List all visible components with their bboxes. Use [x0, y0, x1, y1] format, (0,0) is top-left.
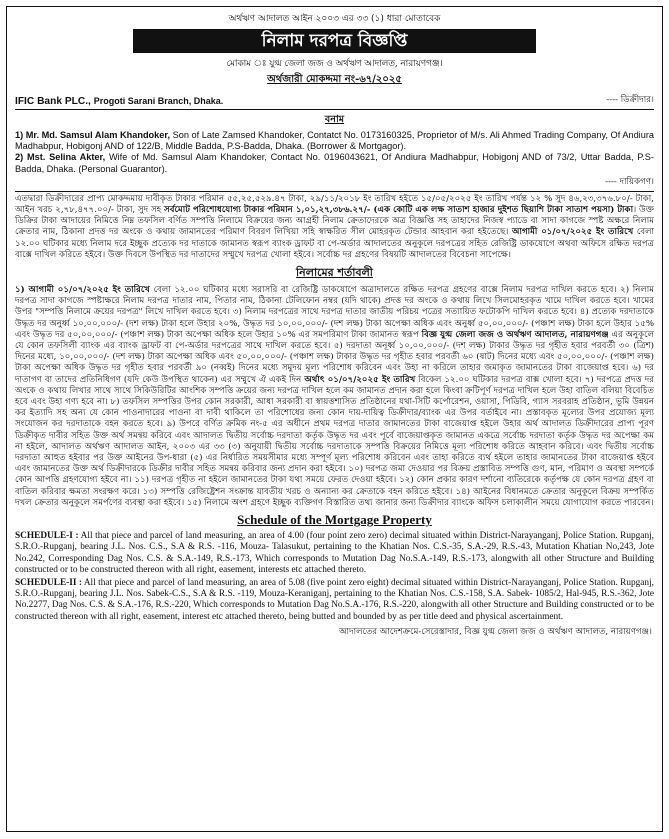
condition-6-date: অর্থাৎ ০১/০৭/২০২৫ ইং তারিখ: [304, 374, 416, 385]
plaintiff-row: [15, 93, 654, 110]
intro-part-3: বেলা ১২.০০ ঘটিকার মধ্যে নিলাম দরে ইচ্ছুক প্রত্যেক দর দাতাকে জামানত স্বরূপ ব্যাংক ড্রাফট বা পে-অর্ডার আদালতের অনুকূলে দরপত্রের সহিত রেজিষ্ট্রি ডাকযোগে অথবা অফিসে রক্ষিত দরপত্র বাক্সে দাখিল করিতে হইবে। উক্ত দিবসে উপস্থিত দর দাতাদের সম্মুখে দরপত্র খোলা হইবে। সর্বোচ্চ দর গ্রহণের বিষয়টি আদালতের বিবেচনা সাপেক্ষে।: [15, 227, 655, 260]
schedule-1-label: SCHEDULE-I :: [15, 531, 79, 542]
versus-label: বনাম: [324, 114, 345, 125]
defendant-1-details: Son of Late Zamsed Khandoker, Contatct No. 0173160325, Proprietor of M/s. Ali Ahmed Trading Company, Of Andiura Madhabpur, Hobigonj AND of 122/B, Middle Badda, P.S-Badda, Dhaka. (Borrower & Mortgagor).: [15, 130, 654, 152]
conditions-part-4: বিকেল ১২.০০ ঘটিকার দরপত্র বাক্স খোলা হবে। ৭) দরপত্রে প্রদত্ত দর অংকে ও কথায় লিখার সাথে সাথে সিকিউরিটির আংশিক সম্পত্তি ক্রয়ের জন্য দরপত্র দাখিল হলে কম জামানত প্রদান করা হলে কিংবা ক্রটিপূর্ণ দরপত্র দাখিল হলে উহা বাতিল বলিয়া বিবেচিত হবে এবং উহা গণ্য হবে না। ৮) তফসিল সম্পত্তির উপর কোন সরকারী, আধা সরকারী বা স্বায়ত্তশাসিত প্রতিষ্ঠানের যথা-সিটি কর্পোরেশন, ওয়াসা, পিডিবি, গ্যাস সরবরাহ প্রতিষ্ঠান, ভূমি উন্নয়ন কর ইত্যাদি সহ অন্য যে কোন পাওনাদারের পাওনা বা দাবী থাকিলে তা পরিশোধের জন্য কোন দায়-দায়িত্ব ডিক্রীদার/ব্যাংক এর উপর বর্তাইবে না। প্রস্তাবকৃত মূল্যের উপর প্রযোজ্য মূল্য সংযোজন কর দরদাতাকে বহন করতে হবে। ৯) উপরে বর্ণিত ক্রমিক নং-৫ এর অধীনে প্রথম দরপত্র দাতার জামানতের টাকা বাজেয়াপ্ত হইলে উহার অর্থ আদালত ডিক্রীদারের প্রাপ্য পূরণ ডিক্রীকৃত দাবীর সহিত উক্ত অর্থ সমন্বয় করিবে এবং আদালত দ্বিতীয় সর্বোচ্চ দরদাতা কর্তৃক উদ্ধৃত দর এবং পূর্বে বাজেয়াপ্তকৃত জামানত একত্রে সর্বোচ্চ দরদাতা কর্তৃক উদ্ধৃত দর অপেক্ষা কম না হইলে, আদালত অর্থঋণ আদালত আইন, ২০০৩ এর ৩৩ (৩) অনুযায়ী দ্বিতীয় সর্বোচ্চ দরদাতাকে সম্পত্তি বিক্রয়ের নিমিত্তে মূল্য পরিশোধ করিতে আহবান করিবে। এবং দ্বিতীয় সর্বোচ্চ দরদাতা আহুত হইবার পর উক্ত আইনের উপ-ধারা (৫) এর নির্ধারিত সময়সীমার মধ্যে সম্পূর্ণ মূল্য পরিশোধ করিবেন এবং তাহা করিতে ব্যর্থ হইলে তাহার জামানতের টাকা বাজেয়াপ্ত হইবে এবং জামানতের উক্ত অর্থ ডিক্রীদারকে ডিক্রীর দাবীর সহিত সমন্বয় করিবার জন্য প্রদান করা হইবে। ১০) দরপত্র জমা দেওয়ার পর বিক্রয় প্রস্তাবিত সম্পত্তি গুণ, মান, পরিমাণ ও অবস্থা সম্পর্কে কোন আপত্তি গ্রহণযোগ্য হইবে না। ১১) দরপত্র গৃহীত না হইলে জামানতের টাকা যথা সময়ে ফেরত দেওয়া হইবে। ১২) কোন প্রকার কারণ দর্শানো ব্যতিরেকে কর্তৃপক্ষ যে কোন দরপত্র গ্রহণ বা বাতিল করিবার ক্ষমতা সংরক্ষণ করে। ১৩) সম্পত্তি রেজিষ্ট্রেশন সংক্রান্ত যাবতীয় খরচ ও অন্যান্য কর ক্রেতাকে বহন করিতে হইবে। ১৪) আইনের বিধানমতে ক্রেতার অনুকূলে বিক্রয় সম্পর্কিত দখল ক্রেতার অনুকূলে সমর্পণের ব্যবস্থা করা হইবে। ১৫) নিলামে অংশ গ্রহণে ইচ্ছুক ব্যক্তিগণ বিস্তারিত তথ্য জানার জন্য ডিক্রীদার ব্যাংকে অফিস চলাকালীন সময়ে যোগাযোগ করতে পারবেন।: [15, 374, 654, 508]
plaintiff-role: ---- ডিক্রীদার।: [606, 95, 654, 105]
conditions-part-1: বেলা ১২.০০ ঘটিকার মধ্যে সরাসরি বা রেজিষ্ট্রি ডাকযোগে অত্রাদালতে রক্ষিত দরপত্র গ্রহণের বাক্সে নিলাম দরপত্র দাখিল করতে হবে। ২) নিলাম দরপত্র সাদা কাগজে স্পষ্টাক্ষরে নিলাম দরপত্র দাতার নাম, পিতার নাম, ঠিকানা টেলিফোন নম্বর (যদি থাকে) প্রদত্ত দর অংকে ও কথায় লিখে সিলমোহরকৃত খামে দাখিল করতে হবে। খামের উপর "সম্পত্তি নিলামে ক্রয়ের দরপত্র" লিখে দাখিল করতে হবে। ৩) নিলাম দরপত্রের সাথে দরপত্র দাতার জাতীয় পরিচয় পত্রের সত্যায়িত ফটোকপি দাখিল করতে হবে। ৪) প্রত্যেক দরদাতাকে উদ্ধৃত দর অনুর্ধ্ব ১০,০০,০০০/- (দশ লক্ষ) টাকা হলে উহার ২০%, উদ্ধৃত দর ১০,০০,০০০/- (দশ লক্ষ) টাকা অপেক্ষা অধিক এবং অনুর্ধ্ব ৫০,০০,০০০/- (পঞ্চাশ লক্ষ) টাকা হলে উহার ১৫% এবং উদ্ধৃত দর ৫০,০০,০০০/- (পঞ্চাশ লক্ষ) টাকা অপেক্ষা অধিক হলে উহার ১০% এর সমপরিমাণ টাকা জামানত স্বরূপ: [15, 285, 654, 340]
tender-date: আগামী ০১/০৭/২০২৫ ইং তারিখে: [511, 227, 634, 238]
intro-part-2: । উক্ত ডিক্রির টাকা আদায়ের নিমিত্তে নিম্ন তফসিল বর্ণিত সম্পত্তি নিলামে বিক্রয়ের জন্য আগ্রহী নিলাম ক্রেতাদেরকে অত্র বিজ্ঞপ্তি সহ তাহাদের নিজস্ব প্যাডে বা সাদা কাগজে স্পষ্ট অক্ষরে নিলাম ক্রেতার নাম, ঠিকানা প্রদত্ত দর অংকে ও কথায় জামানতের পরিমাণ বিবরণ লিখিয়া সহি স্বাক্ষরিত সীল মোহরকৃত টেন্ডার আহবান করা হইতেছে।: [15, 205, 654, 238]
condition-1-date: ১) আগামী ০১/০৭/২০২৫ ইং তারিখে: [15, 285, 150, 296]
conditions-title: নিলামের শর্তাবলী: [296, 266, 373, 280]
court-name: বিজ্ঞ যুগ্ম জেলা জজ ও অর্থঋণ আদালত, নারায়ণগঞ্জ: [421, 329, 609, 340]
schedule-2-text: All that piece and parcel of land measuring, an area of 5.08 (five point zero eight) decimal situated within District-Narayanganj, Police Station. Rupganj, S.R.O.-Rupganj, bearing J.L. Nos. Sabek-C.S., S.A & R.S. -119, Mouza-Keraniganj, pertaining to the Khatian Nos. C.S.-158, S.A. Sabek- 1085/2, Hal-945, R.S.-362, Jote No.2277, Dag Nos. C.S. & S.A.-176, R.S.-220, Which corresponds to Mutation Dag No.S.A.-176, R.S.-220, alongwith all other Structure and Building constructed or to be constructed thereon with all right, easement, interest etc attached thereto, being butted and bounded by as per title deed and physical ascertainment.: [15, 577, 654, 622]
schedule-1-text: All that piece and parcel of land measuring, an area of 4.00 (four point zero zero) decimal situated within District-Narayanganj, Police Station. Rupganj, S.R.O.-Rupganj, bearing J.L. Nos. C.S., S.A & R.S. -116, Mouza- Talasukut, pertaining to the Khatian Nos. C.S.-35, S.A.-29, R.S.-43, Mutation Khatian No,243, Jote No.242, Corresponding Dag Nos. C.S. & S.A.-149, R.S.-173, Which corresponds to Mutation Dag No.S.A.-149, R.S.-173, alongwith all other Structure and Building constructed or to be constructed thereon with all right, easement, interests etc attached thereto.: [15, 531, 654, 575]
court-line: মোকাম ঃ যুগ্ম জেলা জজ ও অর্থঋণ আদালত, নারায়ণগঞ্জ।: [226, 59, 443, 69]
defendant-1-name: 1) Mr. Md. Samsul Alam Khandoker,: [15, 130, 171, 140]
conditions-part-2: এর অনুকূলে যে কোন তফসিলী ব্যাংক এর ব্যাংক ড্রাফট বা পে-অর্ডার দরপত্রের সাথে দাখিল করতে হবে। ৫) দরদাতা অনূর্ধ্ব ১০,০০,০০০/- (দশ লক্ষ) টাকার উদ্ধৃত দর গৃহীত হবার পরবর্তী ৩০ (ত্রিশ) দিনের মধ্যে, ১০,০০,০০০/- (দশ লক্ষ) টাকা অপেক্ষা অধিক এবং ৫০,০০,০০০/- (পঞ্চাশ লক্ষ) টাকার উদ্ধৃত দর গৃহীত হবার পরবর্তী ৬০ (ষাট) দিনের মধ্যে এবং ৫০,০০,০০০/- (পঞ্চাশ লক্ষ) টাকা অপেক্ষা অধিক উদ্ধৃত দর গৃহীত হবার পরবর্তী ৯০ (নব্বই) দিনের মধ্যে সমুদয় মূল্য পরিশোধ করিবেন এবং উহা না করিলে তাহার জমাকৃত জামানতের টাকা বাজেয়াপ্ত হবে।: [15, 329, 655, 374]
total-amount: সর্বমোট পরিশোধযোগ্য টাকার পরিমান ১,০১,২৭,৩৮৬.২৭/- (এক কোটি এক লক্ষ সাতাশ হাজার দুইশত ছিয়াশি টাকা সাতাশ পয়সা) টাকা: [164, 205, 634, 216]
schedule-2: [15, 578, 654, 623]
defendant-2-details: Wife of Md. Samsul Alam Khandoker, Contact No. 0196043621, Of Andiura Madhabpur, Hobigonj AND of 73/2, Uttar Badda, P.S-Badda, Dhaka. (Personal Guarantor).: [15, 152, 654, 174]
defendant-role-row: [15, 175, 654, 192]
signature: আদালতের আদেশক্রমে-সেরেস্তাদার, বিজ্ঞ যুগ্ম জেলা জজ ও অর্থঋণ আদালত, নারায়ণগঞ্জ।: [339, 626, 652, 637]
case-number: অর্থজারী মোকদ্দমা নং-৬৭/২০২৫: [267, 74, 402, 85]
schedule-title: Schedule of the Mortgage Property: [237, 512, 432, 528]
notice-frame: [6, 6, 663, 832]
plaintiff-name: IFIC Bank PLC.,: [15, 96, 91, 107]
defendant-role: ---- দায়িকগণ।: [605, 176, 654, 187]
plaintiff-branch: Progoti Sarani Branch, Dhaka.: [93, 96, 224, 106]
defendant-2: [15, 152, 654, 174]
schedule-1: [15, 531, 654, 576]
notice-title: নিলাম দরপত্র বিজ্ঞপ্তি: [133, 29, 536, 53]
intro-part-1: এতদ্বারা ডিক্রীদারের প্রাপ্য মোকদ্দমায় দাবীকৃত টাকার পরিমান ৫৫,২৫,৫২৯.৪৭ টাকা, ২৯/১১/২০১৮ ইং তারিখ হইতে ১৫/০৫/২০২৫ ইং তারিখ পর্যন্ত ১২ % সুদ ৪৬,২৩,৩৭৬.৮০/- টাকা, আইন খরচ ২,৭৮,৪৭৭.০০/- টাকা, সুদ সহ: [15, 193, 654, 216]
conditions-part-3: ৬) দর দাতাগণ বা তাদের প্রতিনিধিগণ (যদি কেউ উপস্থিত থাকেন) এর সম্মুখে ঐ একই দিন: [15, 363, 654, 385]
conditions-text: [15, 285, 654, 509]
defendant-2-name: 2) Mst. Selina Akter,: [15, 152, 106, 163]
defendant-1: [15, 130, 654, 152]
legal-reference: অর্থঋণ আদালত আইন ২০০৩ এর ৩৩ (১) ধারা মোতাবেক: [228, 14, 441, 24]
plaintiff: [15, 96, 223, 107]
intro-paragraph: [15, 194, 654, 261]
schedule-2-label: SCHEDULE-II :: [15, 577, 82, 588]
